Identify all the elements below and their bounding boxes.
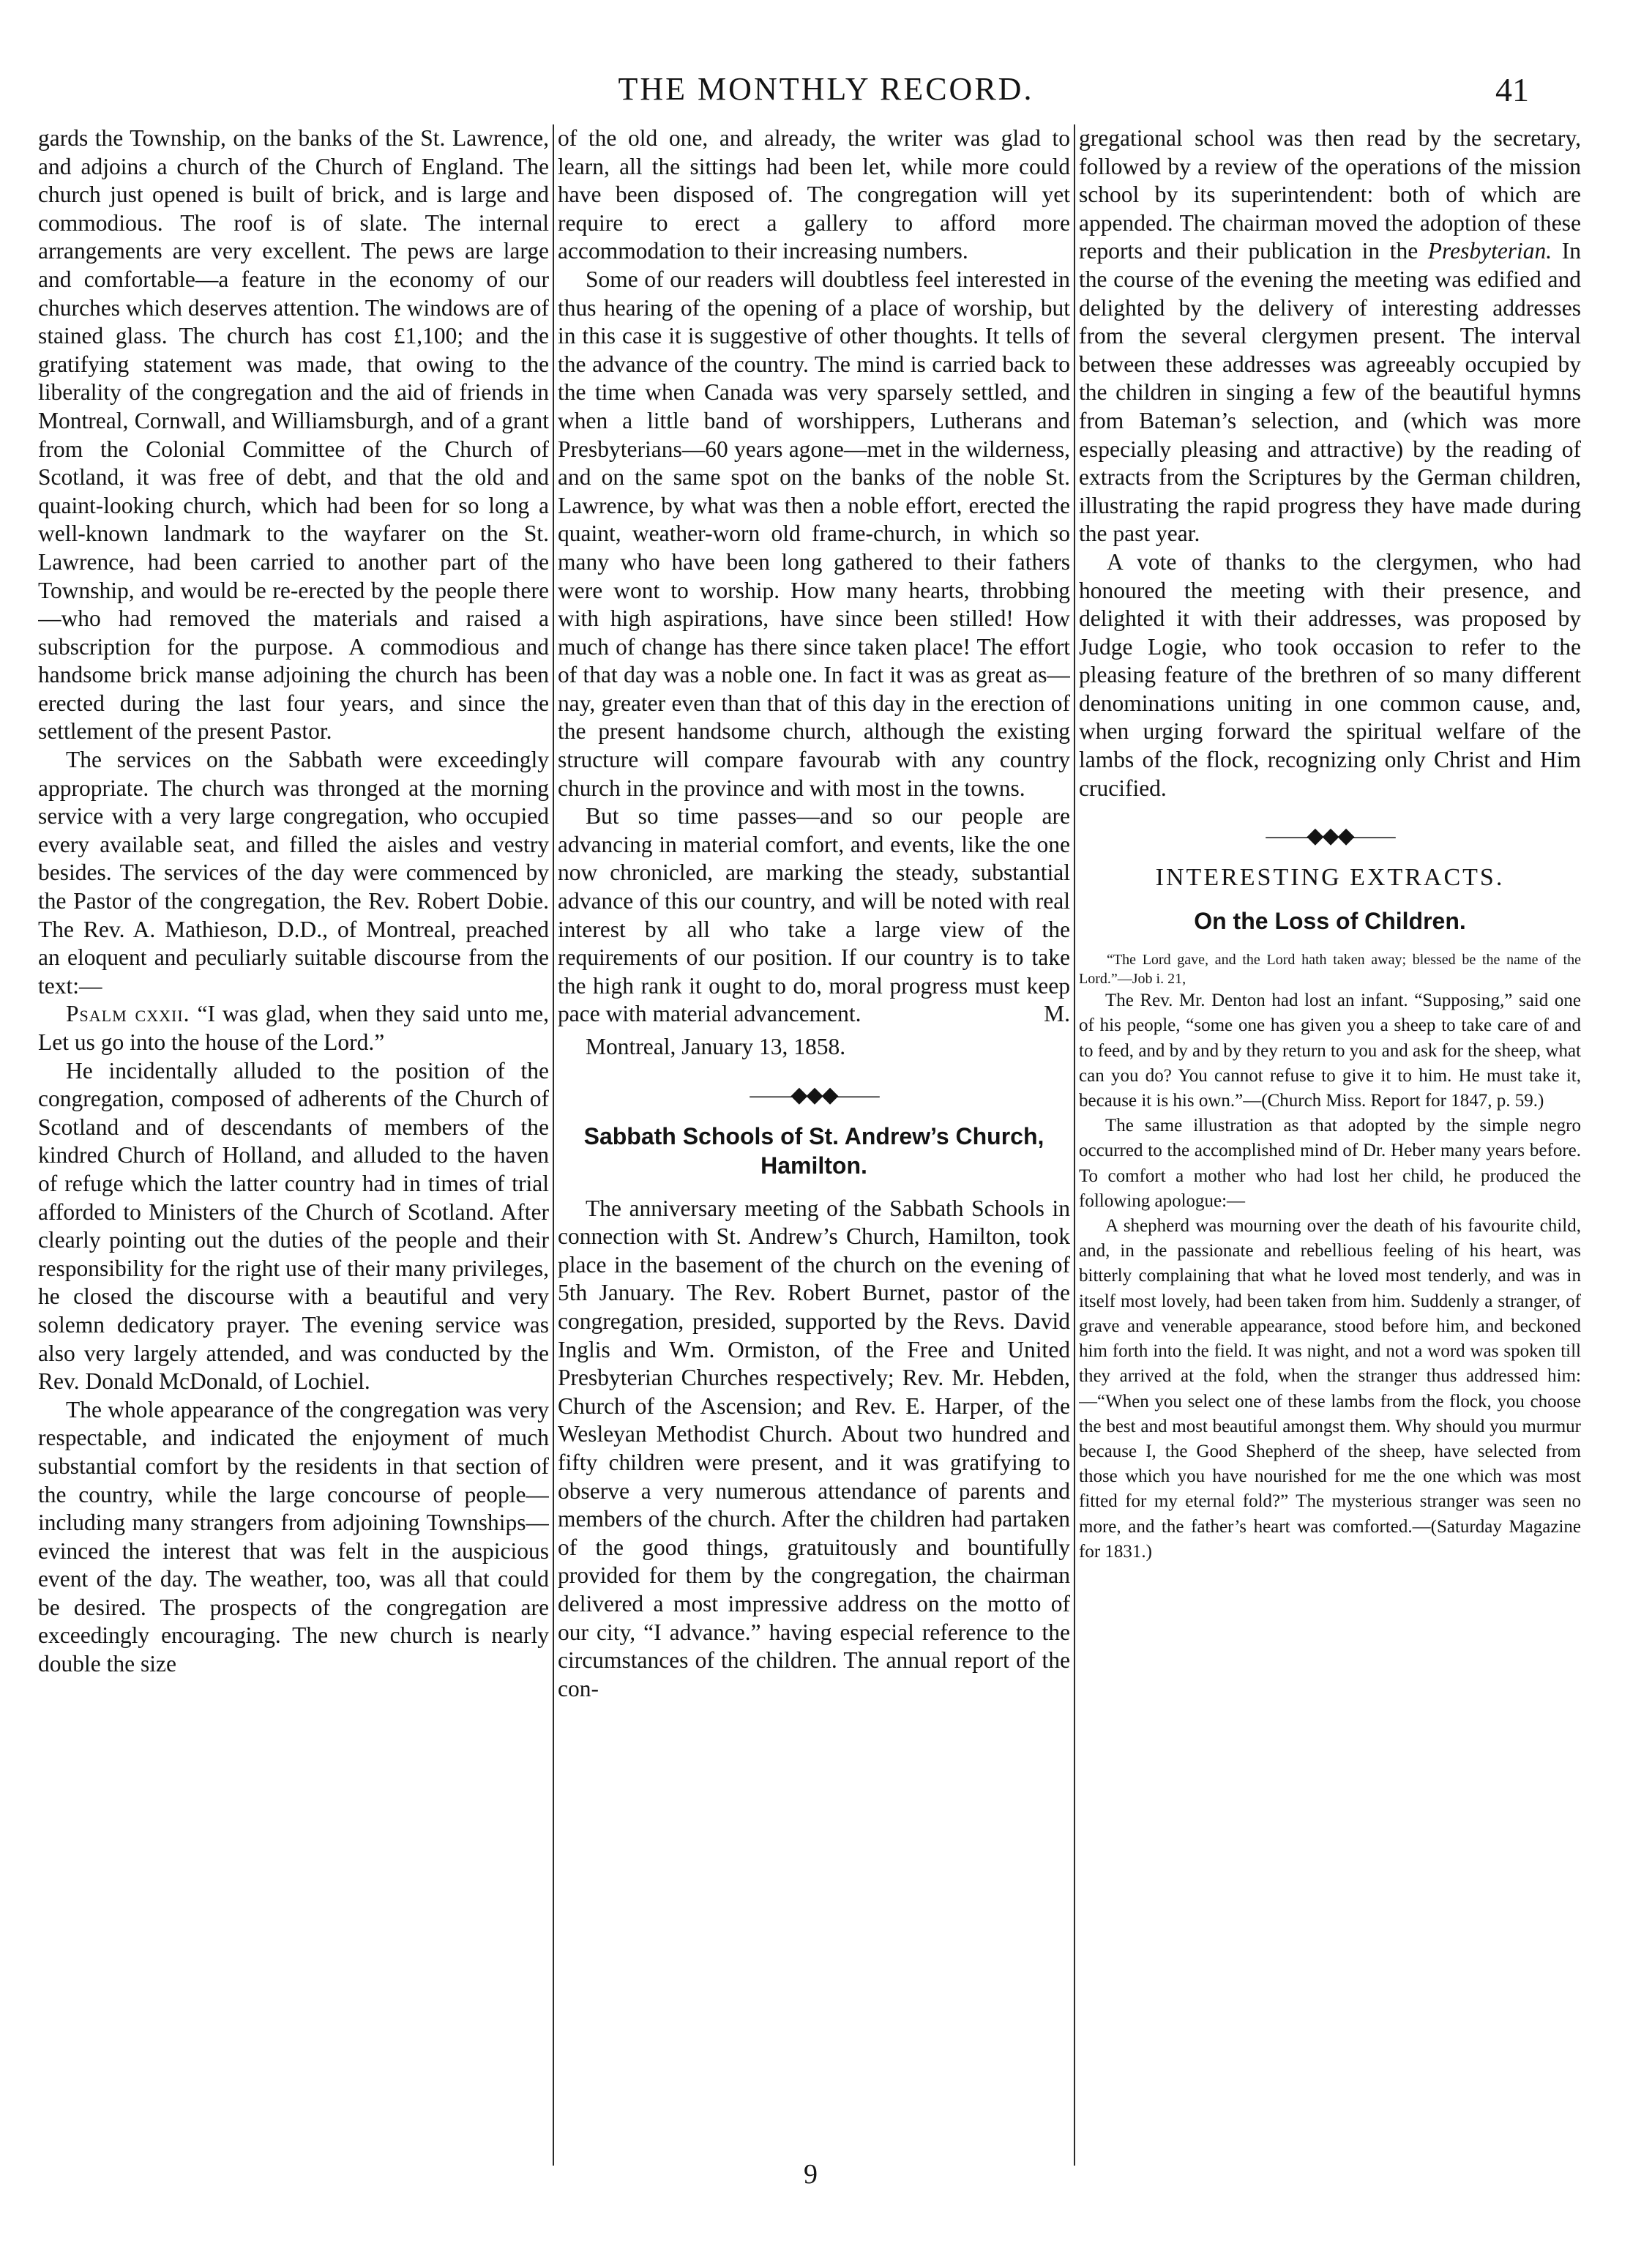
paragraph-text: In the course of the evening the meeting was edified and delighted by the delivery of interesting addresses from the several clergymen present. The interval between these addresses was agreeably occupied by the children in singing a few of the beautiful hymns from Bateman’s selection, and (which was more especially pleasing and attractive) by the reading of extracts from the Scriptures by the German children, illustrating the rapid progress they have made during the past year. [1079, 238, 1581, 547]
paragraph: The services on the Sabbath were exceedingly appropriate. The church was thronged at the morning service with a very large congregation, who occupied every available seat, and filled the aisles and vestry besides. The services of the day were commenced by the Pastor of the congregation, the Rev. Robert Dobie. The Rev. A. Mathieson, D.D., of Montreal, preached an eloquent and peculiarly suitable discourse from the text:— [38, 747, 549, 999]
paragraph: of the old one, and already, the writer was glad to learn, all the sittings had been let, while more could have been disposed of. The congregation will yet require to erect a gallery to afford more accommodation to their increasing numbers. [558, 125, 1070, 264]
column-1 [38, 124, 549, 2152]
column-rule [553, 124, 554, 2166]
column-3 [1079, 124, 1581, 2152]
scripture-citation [38, 1000, 549, 1056]
author-signature: M. [1044, 1001, 1070, 1027]
article-heading: Sabbath Schools of St. Andrew’s Church, Hamilton. [583, 1122, 1044, 1179]
column-2 [558, 124, 1070, 2152]
department-heading: INTERESTING EXTRACTS. [1155, 864, 1505, 892]
paragraph: The Rev. Mr. Denton had lost an infant. “Supposing,” said one of his people, “some one has given you a sheep to take care of and to feed, and by and by they return to you and ask for the sheep, what can you do? You cannot refuse to give it to him. He must take it, because it is his own.”—(Church Miss. Report for 1847, p. 59.) [1079, 991, 1581, 1111]
dateline: Montreal, January 13, 1858. [586, 1034, 846, 1059]
extract-body [1079, 988, 1581, 1565]
section-divider: ——◆◆◆—— [1266, 824, 1394, 849]
page-number: 41 [1495, 71, 1529, 108]
article-heading: On the Loss of Children. [1194, 908, 1466, 935]
paragraph: He incidentally alluded to the position of the congregation, composed of adherents of the Church of Scotland and of descendants of members of the kindred Church of Holland, and alluded to the haven of refuge which the latter country had in times of trial afforded to Ministers of the Church of Scotland. After clearly pointing out the duties of the people and their responsibility for the right use of their many privileges, he closed the discourse with a beautiful and very solemn dedicatory prayer. The evening service was also very largely attended, and was conducted by the Rev. Donald McDonald, of Lochiel. [38, 1057, 549, 1395]
paragraph [558, 802, 1070, 1029]
publication-title: Presbyterian. [1427, 238, 1552, 264]
paragraph [1079, 124, 1581, 548]
column-rule [1074, 124, 1075, 2166]
paragraph: A shepherd was mourning over the death of his favourite child, and, in the passionate and rebellious feeling of his heart, was bitterly complaining that what he loved most tenderly, and was in itself most lovely, had been taken from him. Suddenly a stranger, of grave and venerable appearance, stood before him, and beckoned him forth into the field. It was night, and not a word was spoken till they arrived at the fold, when the stranger thus addressed him:—“When you select one of these lambs from the flock, you choose the best and most beautiful amongst them. Why should you murmur because I, the Good Shepherd of the sheep, have selected from those which you have nourished for me the one which was most fitted for my eternal fold?” The mysterious stranger was seen no more, and the father’s heart was comforted.—(Saturday Magazine for 1831.) [1079, 1216, 1581, 1562]
paragraph: The whole appearance of the congregation was very respectable, and indicated the enjoyment of much substantial comfort by the residents in that section of the country, while the large concourse of people—including many strangers from adjoining Townships—evinced the interest that was felt in the auspicious event of the day. The weather, too, was all that could be desired. The prospects of the congregation are exceedingly encouraging. The new church is nearly double the size [38, 1396, 549, 1677]
paragraph: Some of our readers will doubtless feel interested in thus hearing of the opening of a place of worship, but in this case it is suggestive of other thoughts. It tells of the advance of the country. The mind is carried back to the time when Canada was very sparsely settled, and when a little band of worshippers, Lutherans and Presbyterians—60 years agone—met in the wilderness, and on the same spot on the banks of the noble St. Lawrence, by what was then a noble effort, erected the quaint, weather-worn old frame-church, in which so many who have been long gathered to their fathers were wont to worship. How many hearts, throbbing with high aspirations, have since been stilled! How much of change has there since taken place! The effort of that day was a noble one. In fact it was as great as—nay, greater even than that of this day in the erection of the present handsome church, although the existing structure will compare favourab with any country church in the province and with most in the towns. [558, 266, 1070, 801]
epigraph: “The Lord gave, and the Lord hath taken away; blessed be the name of the Lord.”—Job i. 21, [1079, 952, 1581, 988]
paragraph: gards the Township, on the banks of the St. Lawrence, and adjoins a church of the Church of England. The church just opened is built of brick, and is large and commodious. The roof is of slate. The internal arrangements are very excellent. The pews are large and comfortable—a feature in the economy of our churches which deserves attention. The windows are of stained glass. The church has cost £1,100; and the gratifying statement was made, that owing to the liberality of the congregation and the aid of friends in Montreal, Cornwall, and Williamsburgh, and of a grant from the Colonial Committee of the Church of Scotland, it was free of debt, and that the old and quaint-looking church, which had been for so long a well-known landmark to the wayfarer on the St. Lawrence, had been carried to another part of the Township, and would be re-erected by the people there—who had removed the materials and raised a subscription for the purpose. A commodious and handsome brick manse adjoining the church has been erected during the last four years, and since the settlement of the present Pastor. [38, 125, 549, 745]
running-head [0, 70, 1652, 122]
sheet-signature-mark: 9 [804, 2159, 818, 2190]
running-title: THE MONTHLY RECORD. [618, 71, 1034, 107]
psalm-text: “I was glad, when they said unto me, Let us go into the house of the Lord.” [38, 1001, 549, 1055]
psalm-reference: Psalm cxxii. [66, 1001, 190, 1027]
section-divider: ——◆◆◆—— [750, 1082, 878, 1107]
paragraph-text: gregational school was then read by the secretary, followed by a review of the operations of the mission school by its superintendent: both of which are appended. The chairman moved the adoption of these reports and their publication in the [1079, 125, 1581, 264]
paragraph: A vote of thanks to the clergymen, who had honoured the meeting with their presence, and delighted it with their addresses, was proposed by Judge Logie, who took occasion to refer to the pleasing feature of the brethren of so many different denominations uniting in one common cause, and, when urging forward the spiritual welfare of the lambs of the flock, recognizing only Christ and Him crucified. [1079, 548, 1581, 801]
paragraph-text: But so time passes—and so our people are advancing in material comfort, and events, like the one now chronicled, are marking the steady, substantial advance of this our country, and will be noted with real interest by all who take a large view of the requirements of our position. If our country is to take the high rank it ought to do, moral progress must keep pace with material advancement. [558, 803, 1070, 1027]
paragraph: The anniversary meeting of the Sabbath Schools in connection with St. Andrew’s Church, Hamilton, took place in the basement of the church on the evening of 5th January. The Rev. Robert Burnet, pastor of the congregation, presided, supported by the Revs. David Inglis and Wm. Ormiston, of the Free and United Presbyterian Churches respectively; Rev. Mr. Hebden, Church of the Ascension; and Rev. E. Harper, of the Wesleyan Methodist Church. About two hundred and fifty children were present, and it was gratifying to observe a very numerous attendance of parents and members of the church. After the children had partaken of the good things, gratuitously and bountifully provided for them by the congregation, the chairman delivered a most impressive address on the motto of our city, “I advance.” having especial reference to the circumstances of the children. The annual report of the con- [558, 1195, 1070, 1701]
paragraph: The same illustration as that adopted by the simple negro occurred to the accomplished mind of Dr. Heber many years before. To comfort a mother who had lost her child, he produced the following apologue:— [1079, 1116, 1581, 1211]
